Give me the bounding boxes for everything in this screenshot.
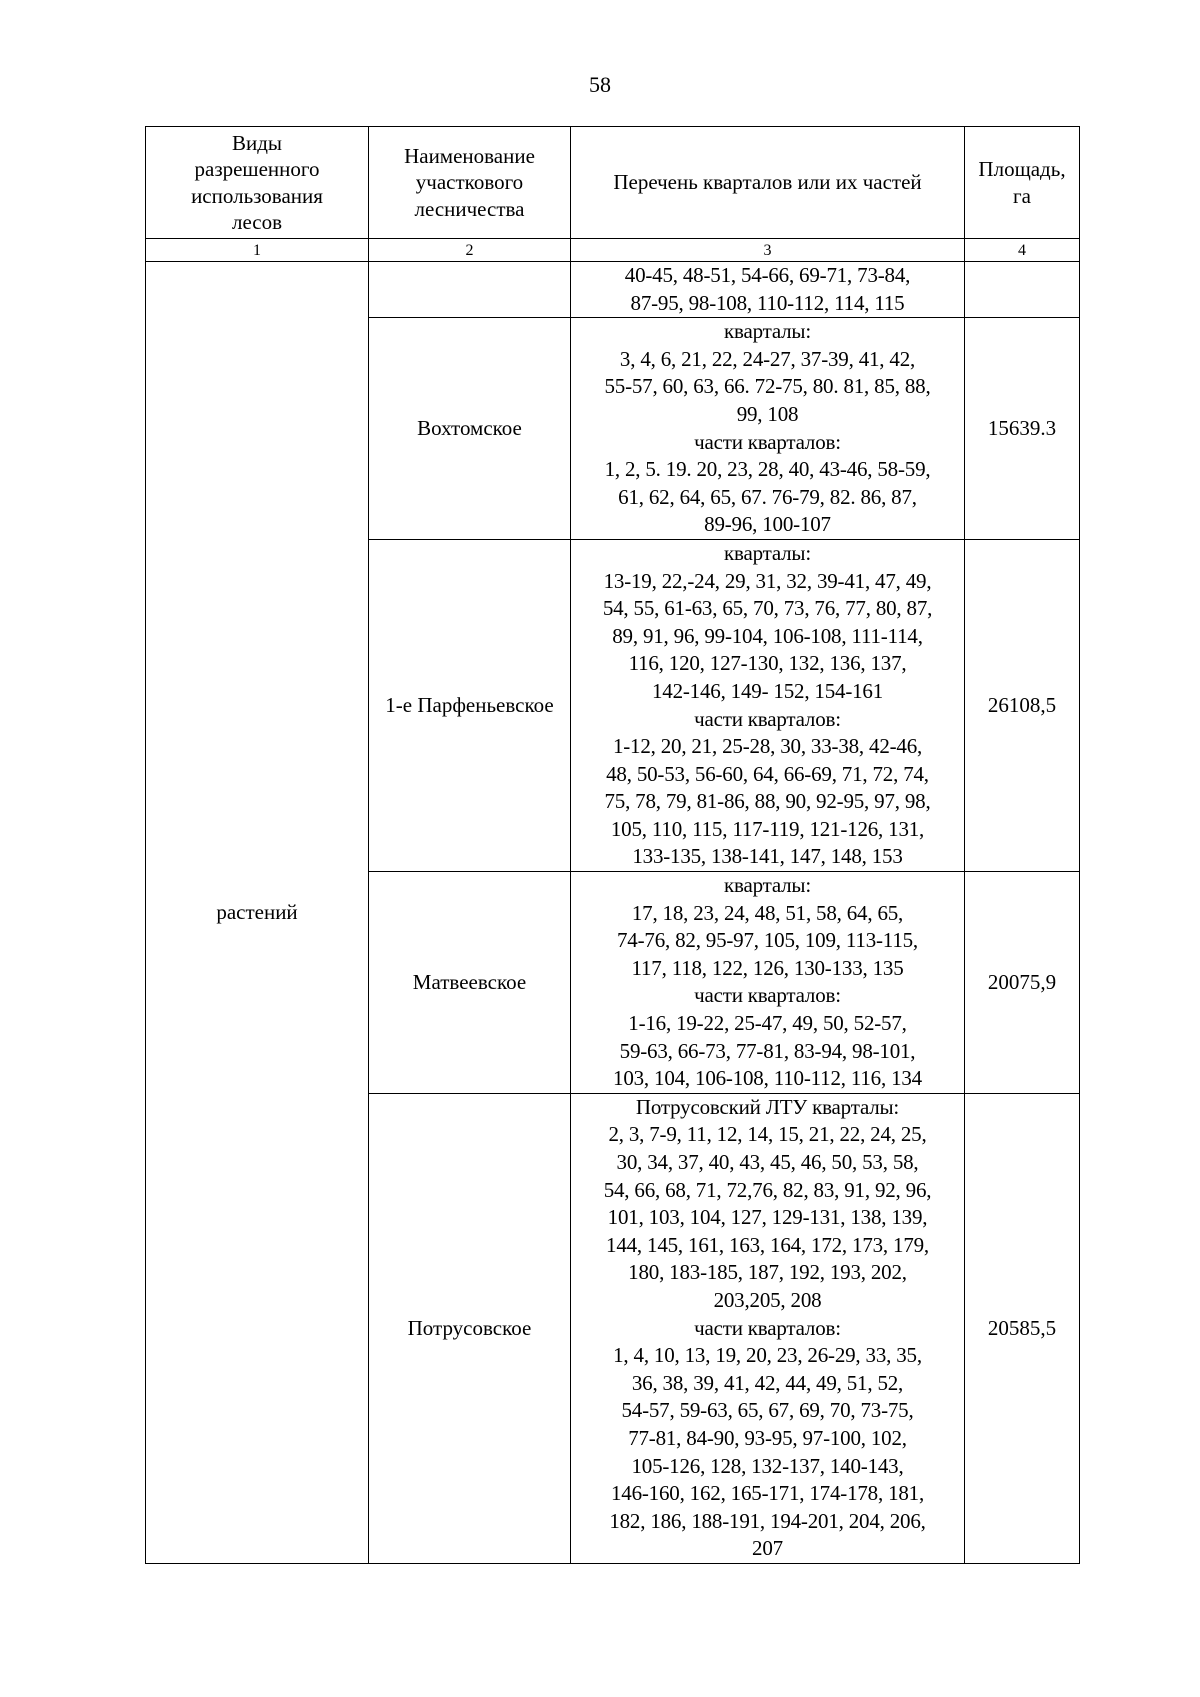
quarters-line: 89, 91, 96, 99-104, 106-108, 111-114, [612,623,923,648]
quarters-list-cell [571,318,965,540]
forestry-name-cell: Матвеевское [369,872,571,1094]
quarters-line: части кварталов: [694,706,841,731]
quarters-line: 54, 55, 61-63, 65, 70, 73, 76, 77, 80, 87, [602,596,933,621]
quarters-line: 101, 103, 104, 127, 129-131, 138, 139, [607,1205,928,1230]
quarters-list-cell [571,1093,965,1563]
quarters-line: 61, 62, 64, 65, 67. 76-79, 82. 86, 87, [618,484,917,509]
area-cell: 15639.3 [965,318,1080,540]
area-cell: 26108,5 [965,539,1080,871]
quarters-line: 55-57, 60, 63, 66. 72-75, 80. 81, 85, 88, [604,374,931,399]
header-kind-of-use: Виды разрешенного использования лесов [146,127,369,239]
quarters-line: 75, 78, 79, 81-86, 88, 90, 92-95, 97, 98, [604,789,931,814]
table-header-row [146,127,1080,239]
quarters-line: 1-16, 19-22, 25-47, 49, 50, 52-57, [628,1011,907,1036]
forest-use-table [145,126,1080,1564]
area-cell: 20075,9 [965,872,1080,1094]
quarters-line: 182, 186, 188-191, 194-201, 204, 206, [609,1508,926,1533]
quarters-line: 207 [752,1536,783,1561]
column-index-row [146,239,1080,262]
quarters-line: 142-146, 149- 152, 154-161 [651,678,884,703]
forestry-name-cell: 1-е Парфеньевское [369,539,571,871]
kind-of-use-cell: растений [146,262,369,1564]
quarters-line: 30, 34, 37, 40, 43, 45, 46, 50, 53, 58, [616,1150,919,1174]
quarters-line: 105-126, 128, 132-137, 140-143, [631,1453,904,1478]
quarters-line: 2, 3, 7-9, 11, 12, 14, 15, 21, 22, 24, 25, [608,1122,927,1147]
quarters-line: 144, 145, 161, 163, 164, 172, 173, 179, [606,1232,929,1257]
quarters-line: 87-95, 98-108, 110-112, 114, 115 [630,290,905,315]
quarters-line: 17, 18, 23, 24, 48, 51, 58, 64, 65, [631,900,904,925]
quarters-line: 40-45, 48-51, 54-66, 69-71, 73-84, [624,263,911,287]
table-row [146,262,1080,318]
quarters-line: 36, 38, 39, 41, 42, 44, 49, 51, 52, [631,1370,904,1395]
quarters-list-cell [571,262,965,318]
quarters-line: 180, 183-185, 187, 192, 193, 202, [628,1260,907,1285]
quarters-list-cell [571,539,965,871]
quarters-line: 77-81, 84-90, 93-95, 97-100, 102, [628,1425,907,1450]
quarters-line: 1, 2, 5. 19. 20, 23, 28, 40, 43-46, 58-59, [604,457,931,482]
quarters-line: кварталы: [724,319,811,344]
quarters-line: части кварталов: [694,429,841,454]
page-number: 58 [589,72,611,97]
quarters-line: части кварталов: [694,983,841,1008]
forestry-name-cell [369,262,571,318]
quarters-line: 89-96, 100-107 [704,512,831,537]
quarters-line: кварталы: [724,873,811,898]
column-index: 2 [369,239,571,262]
quarters-line: 103, 104, 106-108, 110-112, 116, 134 [613,1066,922,1091]
quarters-line: 146-160, 162, 165-171, 174-178, 181, [610,1481,925,1506]
quarters-line: 1-12, 20, 21, 25-28, 30, 33-38, 42-46, [612,734,923,759]
quarters-line: 133-135, 138-141, 147, 148, 153 [632,844,903,869]
quarters-line: 74-76, 82, 95-97, 105, 109, 113-115, [617,928,918,953]
quarters-line: 59-63, 66-73, 77-81, 83-94, 98-101, [619,1038,916,1063]
header-area: Площадь, га [965,127,1080,239]
header-forestry-name: Наименование участкового лесничества [369,127,571,239]
quarters-line: 54, 66, 68, 71, 72,76, 82, 83, 91, 92, 96, [603,1177,932,1202]
area-cell: 20585,5 [965,1093,1080,1563]
column-index: 4 [965,239,1080,262]
column-index: 1 [146,239,369,262]
quarters-line: 1, 4, 10, 13, 19, 20, 23, 26-29, 33, 35, [613,1343,922,1368]
quarters-line: 117, 118, 122, 126, 130-133, 135 [631,955,904,980]
quarters-line: Потрусовский ЛТУ кварталы: [635,1094,900,1119]
quarters-line: 99, 108 [736,401,799,426]
quarters-line: 105, 110, 115, 117-119, 121-126, 131, [610,816,925,841]
forestry-name-cell: Потрусовское [369,1093,571,1563]
area-cell [965,262,1080,318]
quarters-line: части кварталов: [694,1315,841,1340]
quarters-line: 48, 50-53, 56-60, 64, 66-69, 71, 72, 74, [606,761,929,786]
quarters-list-cell [571,872,965,1094]
quarters-line: кварталы: [724,540,811,565]
quarters-line: 3, 4, 6, 21, 22, 24-27, 37-39, 41, 42, [619,346,916,371]
column-index: 3 [571,239,965,262]
quarters-line: 13-19, 22,-24, 29, 31, 32, 39-41, 47, 49, [603,568,932,593]
quarters-line: 203,205, 208 [713,1287,822,1312]
forestry-name-cell: Вохтомское [369,318,571,540]
header-quarters-list: Перечень кварталов или их частей [571,127,965,239]
quarters-line: 54-57, 59-63, 65, 67, 69, 70, 73-75, [621,1398,914,1423]
quarters-line: 116, 120, 127-130, 132, 136, 137, [628,651,907,676]
